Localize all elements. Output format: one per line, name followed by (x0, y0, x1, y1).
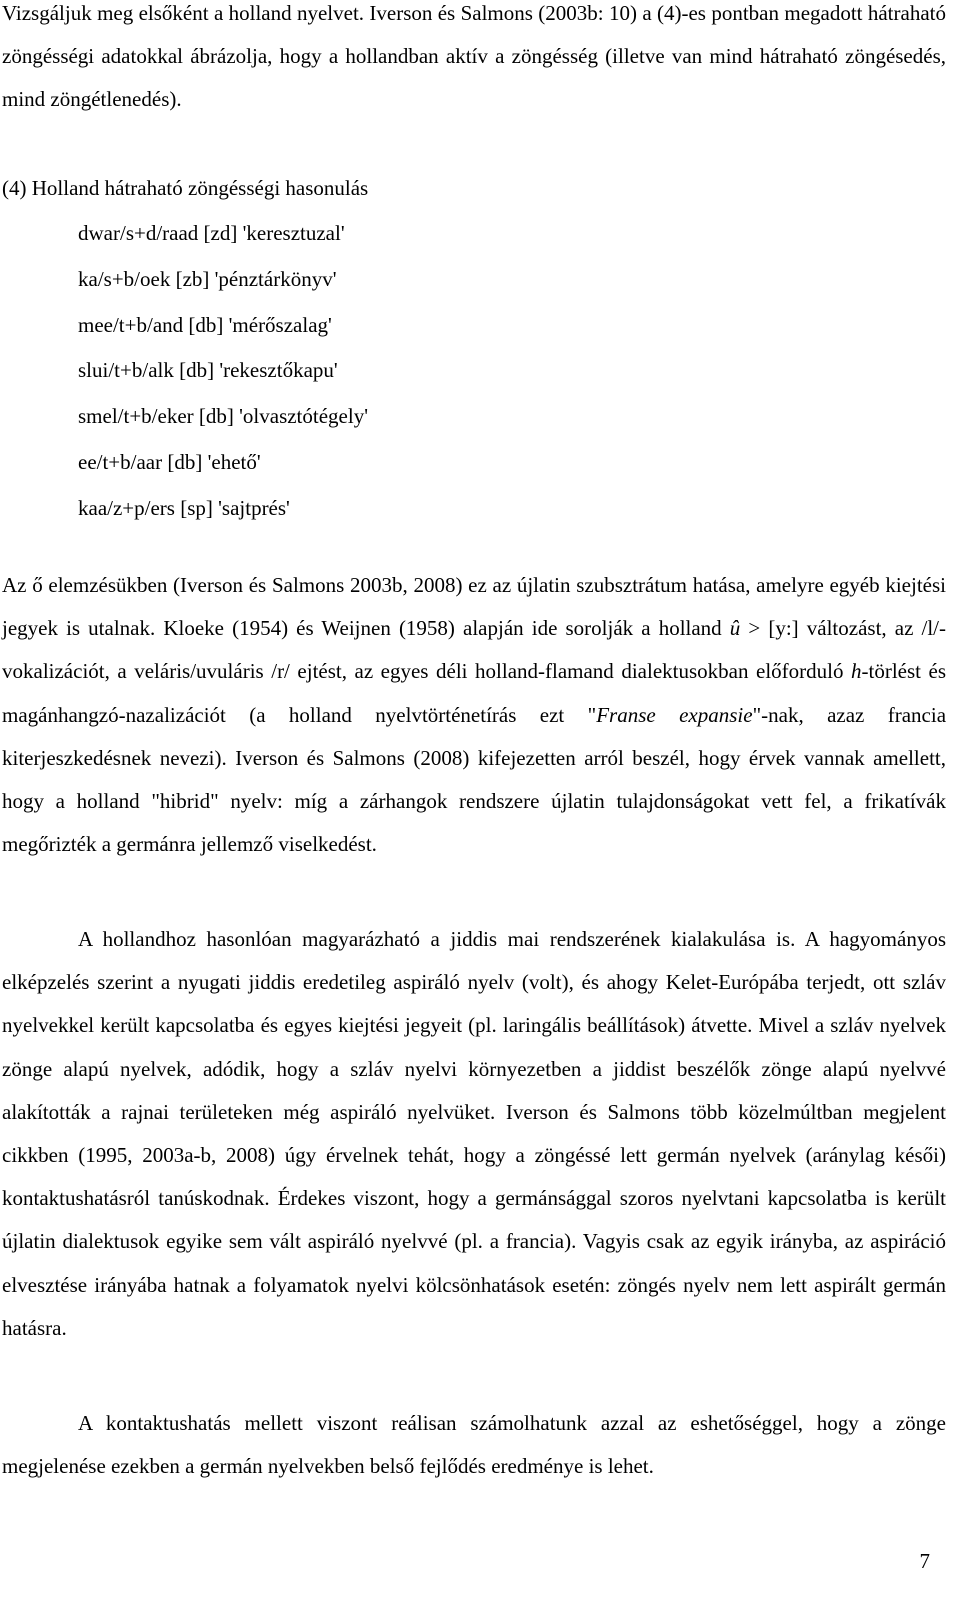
contact-paragraph: A kontaktushatás mellett viszont reálisan számolhatunk azzal az eshetőséggel, hogy a zönge megjelenése ezekben a germán nyelvekben belső fejlődés eredménye is lehet. (2, 1411, 946, 1479)
example-item: dwar/s+d/raad [zd] 'keresztuzal' (78, 221, 345, 245)
example-item: ka/s+b/oek [zb] 'pénztárkönyv' (78, 266, 337, 291)
example-item: slui/t+b/alk [db] 'rekesztőkapu' (78, 358, 338, 383)
analysis-paragraph (2, 564, 946, 866)
analysis-italic: û (729, 616, 741, 641)
analysis-text: -törlést és magánhangzó-nazalizációt (a holland nyelvtörténetírás ezt " (2, 659, 946, 727)
example-list (78, 218, 368, 539)
intro-paragraph: Vizsgáljuk meg elsőként a holland nyelvet. Iverson és Salmons (2003b: 10) a (4)-es pontban megadott hátraható zöngésségi adatokkal ábrázolja, hogy a hollandban aktív a zöngésség (illetve van mind hátraható zöngésedés, mind zöngétlenedés). (2, 1, 946, 112)
example-item: kaa/z+p/ers [sp] 'sajtprés' (78, 495, 290, 520)
yiddish-paragraph: A hollandhoz hasonlóan magyarázható a jiddis mai rendszerének kialakulása is. A hagyományos elképzelés szerint a nyugati jiddis eredetileg aspiráló nyelv (volt), és ahogy Kelet-Európába terjedt, ott szláv nyelvekkel került kapcsolatba és egyes kiejtési jegyeit (pl. laringális beállítások) átvette. Mivel a szláv nyelvek zönge alapú nyelvek, adódik, hogy a szláv nyelvi környezetben a jiddist beszélők zönge alapú nyelvvé alakították a rajnai területeken még aspiráló nyelvüket. Iverson és Salmons több közelmúltban megjelent cikkben (1995, 2003a-b, 2008) úgy érvelnek tehát, hogy a zöngéssé lett germán nyelvek (aránylag késői) kontaktushatásról tanúskodnak. Érdekes viszont, hogy a germánsággal szoros nyelvtani kapcsolatba is került újlatin dialektusok egyike sem vált aspiráló nyelvvé (pl. a francia). Vagyis csak az egyik irányba, az aspiráció elvesztése irányába hatnak a folyamatok nyelvi kölcsönhatások esetén: zöngés nyelv nem lett aspirált germán hatásra. (2, 927, 946, 1340)
example-item: smel/t+b/eker [db] 'olvasztótégely' (78, 404, 368, 429)
page-number: 7 (919, 1549, 930, 1573)
analysis-text: Az ő elemzésükben (Iverson és Salmons 2003b, 2008) ez az újlatin szubsztrátum hatása, amelyre egyéb kiejtési jegyek is utalnak. Kloeke (1954) és Weijnen (1958) alapján ide sorolják a holland (2, 573, 946, 641)
example-item: ee/t+b/aar [db] 'ehető' (78, 449, 261, 474)
analysis-text: "-nak, azaz francia kiterjeszkedésnek nevezi). Iverson és Salmons (2008) kifejezetten arról beszél, hogy érvek vannak amellett, hogy a holland "hibrid" nyelv: míg a zárhangok rendszere újlatin tulajdonságokat vett fel, a frikatívák megőrizték a germánra jellemző viselkedést. (2, 702, 947, 857)
analysis-italic: h (851, 659, 862, 684)
analysis-italic: Franse expansie (596, 702, 753, 727)
example-item: mee/t+b/and [db] 'mérőszalag' (78, 312, 332, 337)
example-title: (4) Holland hátraható zöngésségi hasonulás (2, 176, 369, 200)
analysis-text: > [y:] változást, az /l/-vokalizációt, a veláris/uvuláris /r/ ejtést, az egyes déli holland-flamand dialektusokban előforduló (2, 616, 946, 684)
